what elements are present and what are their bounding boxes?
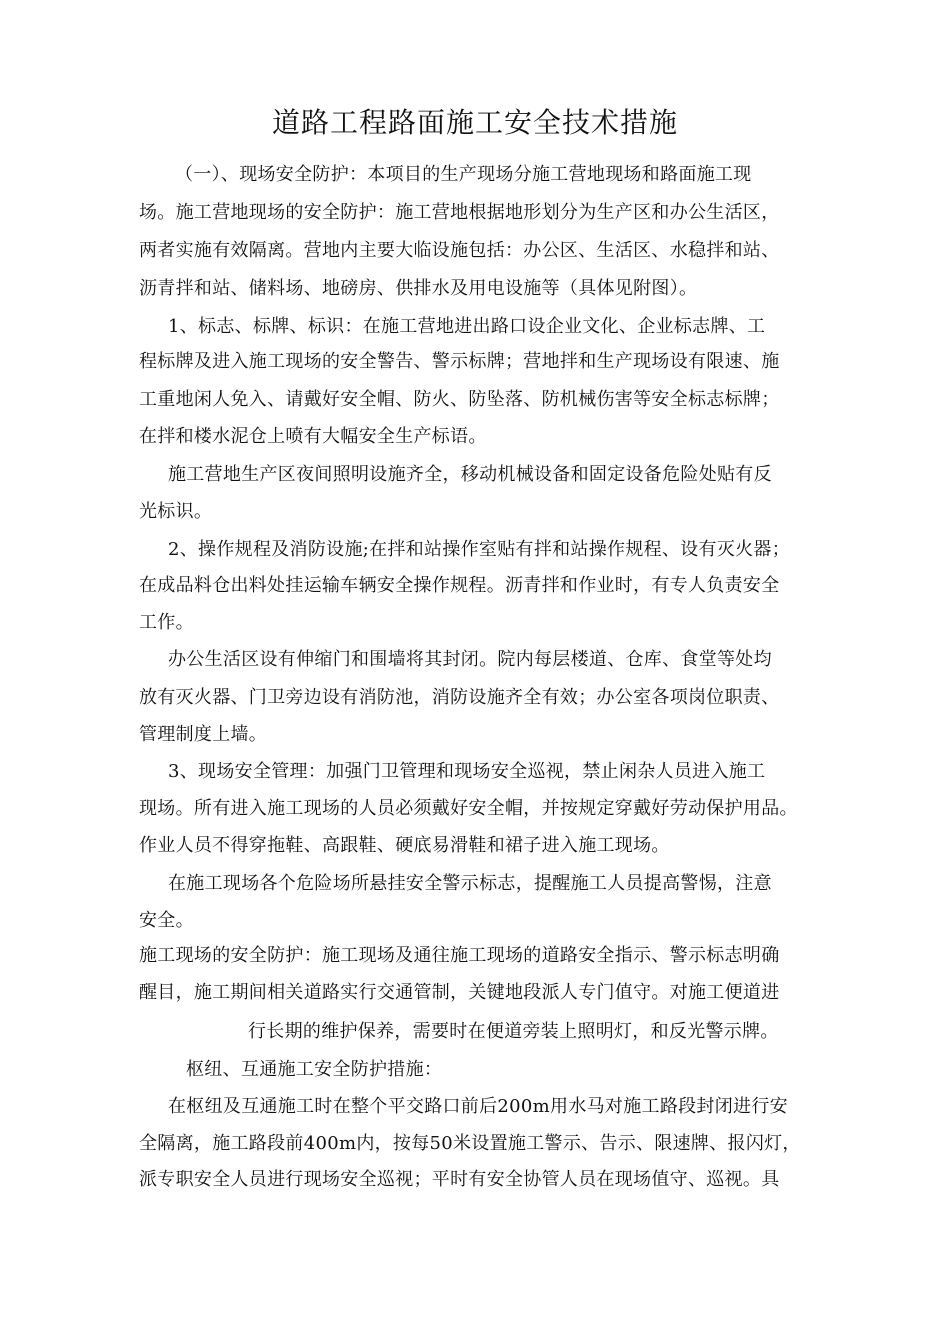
paragraph-line: 醒目，施工期间相关道路实行交通管制，关键地段派人专门值守。对施工便道进 (139, 982, 780, 1003)
paragraph-line: 工作。 (139, 612, 194, 633)
paragraph-line: 3、现场安全管理：加强门卫管理和现场安全巡视，禁止闲杂人员进入施工 (168, 761, 766, 782)
paragraph-line: 场。施工营地现场的安全防护：施工营地根据地形划分为生产区和办公生活区， (139, 202, 780, 223)
paragraph-line: 枢纽、互通施工安全防护措施： (186, 1059, 443, 1080)
paragraph-line: 在枢纽及互通施工时在整个平交路口前后200m用水马对施工路段封闭进行安 (168, 1096, 788, 1117)
paragraph-line: 全隔离，施工路段前400m内，按每50米设置施工警示、告示、限速牌、报闪灯， (139, 1133, 801, 1154)
paragraph-line: 在施工现场各个危险场所悬挂安全警示标志，提醒施工人员提高警惕，注意 (168, 873, 772, 894)
paragraph-line: 行长期的维护保养，需要时在便道旁装上照明灯，和反光警示牌。 (248, 1021, 779, 1042)
paragraph-line: 2、操作规程及消防设施;在拌和站操作室贴有拌和站操作规程、设有灭火器； (168, 539, 791, 560)
paragraph-line: 办公生活区设有伸缩门和围墙将其封闭。院内每层楼道、仓库、食堂等处均 (168, 649, 772, 670)
paragraph-line: 光标识。 (139, 501, 213, 522)
paragraph-line: 程标牌及进入施工现场的安全警告、警示标牌；营地拌和生产现场设有限速、施 (139, 351, 780, 372)
paragraph-line: 在拌和楼水泥仓上喷有大幅安全生产标语。 (139, 426, 487, 447)
paragraph-line: 作业人员不得穿拖鞋、高跟鞋、硬底易滑鞋和裙子进入施工现场。 (139, 835, 670, 856)
paragraph-line: 1、标志、标牌、标识：在施工营地进出路口设企业文化、企业标志牌、工 (168, 316, 766, 337)
paragraph-line: 沥青拌和站、储料场、地磅房、供排水及用电设施等（具体见附图）。 (139, 278, 698, 299)
paragraph-line: （一）、现场安全防护：本项目的生产现场分施工营地现场和路面施工现 (175, 164, 752, 185)
paragraph-line: 工重地闲人免入、请戴好安全帽、防火、防坠落、防机械伤害等安全标志标牌； (139, 389, 780, 410)
paragraph-line: 两者实施有效隔离。营地内主要大临设施包括：办公区、生活区、水稳拌和站、 (139, 240, 780, 261)
document-title: 道路工程路面施工安全技术措施 (271, 106, 678, 139)
paragraph-line: 管理制度上墙。 (139, 724, 268, 745)
paragraph-line: 施工现场的安全防护：施工现场及通往施工现场的道路安全指示、警示标志明确 (139, 945, 780, 966)
paragraph-line: 放有灭火器、门卫旁边设有消防池，消防设施齐全有效；办公室各项岗位职责、 (139, 687, 780, 708)
paragraph-line: 安全。 (139, 910, 194, 931)
paragraph-line: 现场。所有进入施工现场的人员必须戴好安全帽，并按规定穿戴好劳动保护用品。 (139, 798, 798, 819)
paragraph-line: 派专职安全人员进行现场安全巡视；平时有安全协管人员在现场值守、巡视。具 (139, 1169, 780, 1190)
paragraph-line: 施工营地生产区夜间照明设施齐全，移动机械设备和固定设备危险处贴有反 (168, 464, 772, 485)
paragraph-line: 在成品料仓出料处挂运输车辆安全操作规程。沥青拌和作业时，有专人负责安全 (139, 575, 780, 596)
